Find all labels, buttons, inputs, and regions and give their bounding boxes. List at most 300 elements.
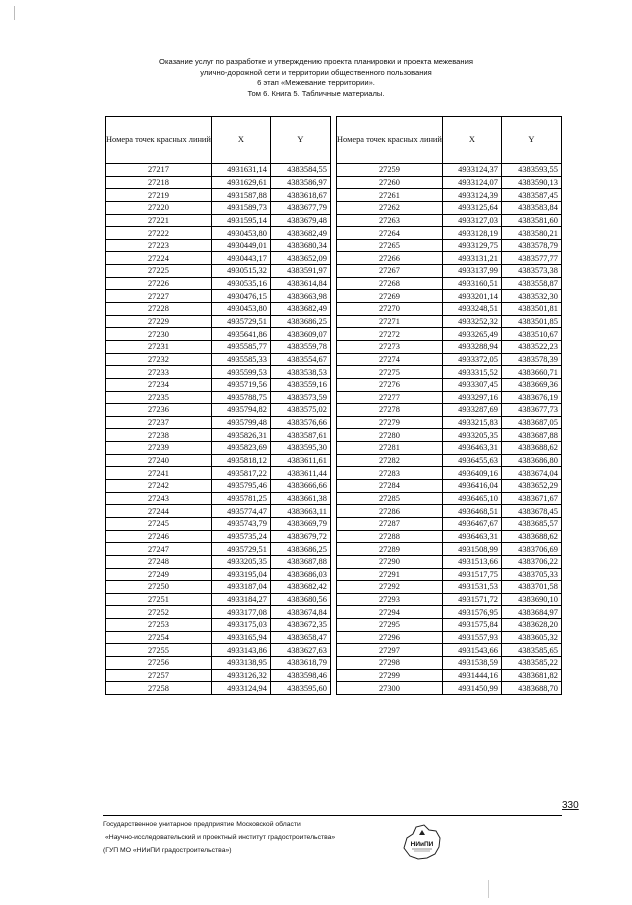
x-coordinate-cell: 4931557,93 [442, 631, 501, 644]
table-body-right [337, 164, 562, 695]
point-number-cell: 27240 [106, 454, 212, 467]
x-coordinate-cell: 4931450,99 [442, 682, 501, 695]
point-number-cell: 27265 [337, 239, 443, 252]
point-number-cell: 27243 [106, 492, 212, 505]
y-coordinate-cell: 4383685,57 [501, 517, 561, 530]
x-coordinate-cell: 4935729,51 [211, 543, 270, 556]
table-row [106, 366, 331, 379]
x-coordinate-cell: 4936465,10 [442, 492, 501, 505]
x-coordinate-cell: 4931575,84 [442, 619, 501, 632]
point-number-cell: 27235 [106, 391, 212, 404]
y-coordinate-cell: 4383676,19 [501, 391, 561, 404]
table-row [106, 454, 331, 467]
header-line-4: Том 6. Книга 5. Табличные материалы. [247, 88, 385, 98]
column-header-y: Y [270, 117, 330, 164]
point-number-cell: 27284 [337, 480, 443, 493]
y-coordinate-cell: 4383674,04 [501, 467, 561, 480]
table-row [106, 631, 331, 644]
x-coordinate-cell: 4936467,67 [442, 517, 501, 530]
x-coordinate-cell: 4935599,53 [211, 366, 270, 379]
point-number-cell: 27250 [106, 581, 212, 594]
x-coordinate-cell: 4933131,21 [442, 252, 501, 265]
point-number-cell: 27288 [337, 530, 443, 543]
point-number-cell: 27285 [337, 492, 443, 505]
y-coordinate-cell: 4383679,72 [270, 530, 330, 543]
x-coordinate-cell: 4933175,03 [211, 619, 270, 632]
table-row [106, 555, 331, 568]
table-row [337, 290, 562, 303]
table-row [106, 467, 331, 480]
x-coordinate-cell: 4933195,04 [211, 568, 270, 581]
point-number-cell: 27299 [337, 669, 443, 682]
y-coordinate-cell: 4383666,66 [270, 480, 330, 493]
point-number-cell: 27241 [106, 467, 212, 480]
x-coordinate-cell: 4935794,82 [211, 404, 270, 417]
y-coordinate-cell: 4383688,62 [501, 442, 561, 455]
point-number-cell: 27276 [337, 378, 443, 391]
y-coordinate-cell: 4383576,66 [270, 416, 330, 429]
scan-margin-mark [488, 880, 489, 898]
column-header-x: X [442, 117, 501, 164]
table-row [106, 669, 331, 682]
point-number-cell: 27233 [106, 366, 212, 379]
y-coordinate-cell: 4383586,97 [270, 176, 330, 189]
x-coordinate-cell: 4931589,73 [211, 201, 270, 214]
point-number-cell: 27226 [106, 277, 212, 290]
x-coordinate-cell: 4933125,64 [442, 201, 501, 214]
table-row [337, 530, 562, 543]
y-coordinate-cell: 4383669,36 [501, 378, 561, 391]
x-coordinate-cell: 4931595,14 [211, 214, 270, 227]
table-row [337, 454, 562, 467]
table-row [106, 303, 331, 316]
point-number-cell: 27289 [337, 543, 443, 556]
y-coordinate-cell: 4383706,22 [501, 555, 561, 568]
table-row [106, 480, 331, 493]
x-coordinate-cell: 4933297,16 [442, 391, 501, 404]
y-coordinate-cell: 4383658,47 [270, 631, 330, 644]
point-number-cell: 27260 [337, 176, 443, 189]
x-coordinate-cell: 4936455,63 [442, 454, 501, 467]
table-row [337, 366, 562, 379]
column-header-y: Y [501, 117, 561, 164]
point-number-cell: 27287 [337, 517, 443, 530]
table-row [106, 315, 331, 328]
x-coordinate-cell: 4935817,22 [211, 467, 270, 480]
point-number-cell: 27291 [337, 568, 443, 581]
table-row [337, 644, 562, 657]
y-coordinate-cell: 4383682,49 [270, 303, 330, 316]
table-row [106, 378, 331, 391]
x-coordinate-cell: 4935743,79 [211, 517, 270, 530]
table-row [106, 214, 331, 227]
y-coordinate-cell: 4383686,25 [270, 543, 330, 556]
y-coordinate-cell: 4383628,20 [501, 619, 561, 632]
point-number-cell: 27270 [337, 303, 443, 316]
y-coordinate-cell: 4383687,88 [501, 429, 561, 442]
table-row [337, 416, 562, 429]
x-coordinate-cell: 4935719,56 [211, 378, 270, 391]
y-coordinate-cell: 4383575,02 [270, 404, 330, 417]
point-number-cell: 27283 [337, 467, 443, 480]
y-coordinate-cell: 4383577,77 [501, 252, 561, 265]
x-coordinate-cell: 4930453,80 [211, 227, 270, 240]
table-row [337, 656, 562, 669]
point-number-cell: 27275 [337, 366, 443, 379]
point-number-cell: 27246 [106, 530, 212, 543]
y-coordinate-cell: 4383687,05 [501, 416, 561, 429]
coordinates-table-left [105, 116, 331, 695]
y-coordinate-cell: 4383682,49 [270, 227, 330, 240]
point-number-cell: 27294 [337, 606, 443, 619]
table-row [337, 353, 562, 366]
point-number-cell: 27255 [106, 644, 212, 657]
x-coordinate-cell: 4935641,86 [211, 328, 270, 341]
point-number-cell: 27264 [337, 227, 443, 240]
table-row [106, 656, 331, 669]
y-coordinate-cell: 4383701,58 [501, 581, 561, 594]
point-number-cell: 27280 [337, 429, 443, 442]
table-row [337, 593, 562, 606]
x-coordinate-cell: 4935781,25 [211, 492, 270, 505]
y-coordinate-cell: 4383580,21 [501, 227, 561, 240]
y-coordinate-cell: 4383578,39 [501, 353, 561, 366]
y-coordinate-cell: 4383559,78 [270, 340, 330, 353]
point-number-cell: 27274 [337, 353, 443, 366]
x-coordinate-cell: 4933315,52 [442, 366, 501, 379]
institute-logo-icon [398, 818, 446, 866]
table-row [106, 505, 331, 518]
point-number-cell: 27247 [106, 543, 212, 556]
x-coordinate-cell: 4930535,16 [211, 277, 270, 290]
table-row [337, 492, 562, 505]
table-row [106, 391, 331, 404]
point-number-cell: 27218 [106, 176, 212, 189]
point-number-cell: 27278 [337, 404, 443, 417]
point-number-cell: 27244 [106, 505, 212, 518]
table-header-row [106, 117, 331, 164]
point-number-cell: 27242 [106, 480, 212, 493]
y-coordinate-cell: 4383663,11 [270, 505, 330, 518]
point-number-cell: 27254 [106, 631, 212, 644]
point-number-cell: 27231 [106, 340, 212, 353]
x-coordinate-cell: 4935774,47 [211, 505, 270, 518]
x-coordinate-cell: 4931508,99 [442, 543, 501, 556]
page-number: 330 [562, 800, 579, 811]
table-row [337, 315, 562, 328]
x-coordinate-cell: 4933187,04 [211, 581, 270, 594]
table-row [337, 480, 562, 493]
point-number-cell: 27263 [337, 214, 443, 227]
y-coordinate-cell: 4383677,79 [270, 201, 330, 214]
y-coordinate-cell: 4383618,67 [270, 189, 330, 202]
y-coordinate-cell: 4383501,85 [501, 315, 561, 328]
y-coordinate-cell: 4383532,30 [501, 290, 561, 303]
table-row [337, 682, 562, 695]
x-coordinate-cell: 4931631,14 [211, 164, 270, 177]
point-number-cell: 27253 [106, 619, 212, 632]
point-number-cell: 27221 [106, 214, 212, 227]
y-coordinate-cell: 4383688,70 [501, 682, 561, 695]
point-number-cell: 27252 [106, 606, 212, 619]
y-coordinate-cell: 4383661,38 [270, 492, 330, 505]
y-coordinate-cell: 4383681,82 [501, 669, 561, 682]
table-row [337, 631, 562, 644]
x-coordinate-cell: 4933143,86 [211, 644, 270, 657]
y-coordinate-cell: 4383669,79 [270, 517, 330, 530]
x-coordinate-cell: 4933252,32 [442, 315, 501, 328]
table-row [337, 505, 562, 518]
x-coordinate-cell: 4935729,51 [211, 315, 270, 328]
table-row [106, 682, 331, 695]
table-row [337, 517, 562, 530]
table-row [106, 416, 331, 429]
x-coordinate-cell: 4933177,08 [211, 606, 270, 619]
x-coordinate-cell: 4935585,33 [211, 353, 270, 366]
y-coordinate-cell: 4383501,81 [501, 303, 561, 316]
y-coordinate-cell: 4383522,23 [501, 340, 561, 353]
y-coordinate-cell: 4383609,07 [270, 328, 330, 341]
point-number-cell: 27261 [337, 189, 443, 202]
point-number-cell: 27290 [337, 555, 443, 568]
y-coordinate-cell: 4383584,55 [270, 164, 330, 177]
y-coordinate-cell: 4383652,29 [501, 480, 561, 493]
y-coordinate-cell: 4383585,65 [501, 644, 561, 657]
table-row [106, 581, 331, 594]
table-row [106, 277, 331, 290]
x-coordinate-cell: 4933124,39 [442, 189, 501, 202]
table-row [337, 619, 562, 632]
point-number-cell: 27219 [106, 189, 212, 202]
point-number-cell: 27286 [337, 505, 443, 518]
table-row [337, 543, 562, 556]
table-row [106, 239, 331, 252]
x-coordinate-cell: 4931576,95 [442, 606, 501, 619]
x-coordinate-cell: 4930449,01 [211, 239, 270, 252]
point-number-cell: 27277 [337, 391, 443, 404]
x-coordinate-cell: 4936468,51 [442, 505, 501, 518]
table-row [337, 164, 562, 177]
point-number-cell: 27296 [337, 631, 443, 644]
y-coordinate-cell: 4383671,67 [501, 492, 561, 505]
x-coordinate-cell: 4933205,35 [211, 555, 270, 568]
x-coordinate-cell: 4931587,88 [211, 189, 270, 202]
y-coordinate-cell: 4383585,22 [501, 656, 561, 669]
x-coordinate-cell: 4933128,19 [442, 227, 501, 240]
table-row [106, 340, 331, 353]
x-coordinate-cell: 4933307,45 [442, 378, 501, 391]
table-row [337, 227, 562, 240]
logo-text: НИиПИ [410, 841, 434, 848]
y-coordinate-cell: 4383538,53 [270, 366, 330, 379]
y-coordinate-cell: 4383686,80 [501, 454, 561, 467]
y-coordinate-cell: 4383678,45 [501, 505, 561, 518]
y-coordinate-cell: 4383679,48 [270, 214, 330, 227]
y-coordinate-cell: 4383680,56 [270, 593, 330, 606]
point-number-cell: 27236 [106, 404, 212, 417]
x-coordinate-cell: 4931517,75 [442, 568, 501, 581]
y-coordinate-cell: 4383686,03 [270, 568, 330, 581]
point-number-cell: 27266 [337, 252, 443, 265]
x-coordinate-cell: 4935788,75 [211, 391, 270, 404]
table-row [106, 644, 331, 657]
point-number-cell: 27239 [106, 442, 212, 455]
point-number-cell: 27245 [106, 517, 212, 530]
table-row [106, 328, 331, 341]
table-row [106, 227, 331, 240]
x-coordinate-cell: 4936416,04 [442, 480, 501, 493]
y-coordinate-cell: 4383618,79 [270, 656, 330, 669]
point-number-cell: 27227 [106, 290, 212, 303]
point-number-cell: 27249 [106, 568, 212, 581]
y-coordinate-cell: 4383627,63 [270, 644, 330, 657]
point-number-cell: 27279 [337, 416, 443, 429]
y-coordinate-cell: 4383660,71 [501, 366, 561, 379]
y-coordinate-cell: 4383611,61 [270, 454, 330, 467]
x-coordinate-cell: 4930515,32 [211, 265, 270, 278]
point-number-cell: 27295 [337, 619, 443, 632]
x-coordinate-cell: 4930443,17 [211, 252, 270, 265]
y-coordinate-cell: 4383614,84 [270, 277, 330, 290]
table-row [106, 429, 331, 442]
y-coordinate-cell: 4383587,45 [501, 189, 561, 202]
table-row [106, 252, 331, 265]
y-coordinate-cell: 4383573,59 [270, 391, 330, 404]
table-row [337, 239, 562, 252]
point-number-cell: 27229 [106, 315, 212, 328]
x-coordinate-cell: 4933165,94 [211, 631, 270, 644]
table-row [106, 176, 331, 189]
x-coordinate-cell: 4936463,31 [442, 442, 501, 455]
table-row [337, 606, 562, 619]
x-coordinate-cell: 4933287,69 [442, 404, 501, 417]
y-coordinate-cell: 4383590,13 [501, 176, 561, 189]
y-coordinate-cell: 4383587,61 [270, 429, 330, 442]
point-number-cell: 27272 [337, 328, 443, 341]
y-coordinate-cell: 4383510,67 [501, 328, 561, 341]
table-row [106, 404, 331, 417]
table-row [337, 568, 562, 581]
point-number-cell: 27293 [337, 593, 443, 606]
table-row [337, 303, 562, 316]
table-row [337, 277, 562, 290]
table-row [337, 214, 562, 227]
y-coordinate-cell: 4383687,88 [270, 555, 330, 568]
table-row [106, 201, 331, 214]
x-coordinate-cell: 4933160,51 [442, 277, 501, 290]
header-line-1: Оказание услуг по разработке и утверждению проекта планировки и проекта межевания [159, 57, 473, 66]
y-coordinate-cell: 4383559,16 [270, 378, 330, 391]
x-coordinate-cell: 4931444,16 [442, 669, 501, 682]
table-row [337, 176, 562, 189]
x-coordinate-cell: 4933201,14 [442, 290, 501, 303]
x-coordinate-cell: 4930476,15 [211, 290, 270, 303]
x-coordinate-cell: 4931513,66 [442, 555, 501, 568]
table-row [337, 340, 562, 353]
x-coordinate-cell: 4936463,31 [442, 530, 501, 543]
x-coordinate-cell: 4935795,46 [211, 480, 270, 493]
point-number-cell: 27238 [106, 429, 212, 442]
x-coordinate-cell: 4933265,49 [442, 328, 501, 341]
table-row [106, 442, 331, 455]
x-coordinate-cell: 4933127,03 [442, 214, 501, 227]
point-number-cell: 27281 [337, 442, 443, 455]
point-number-cell: 27223 [106, 239, 212, 252]
table-row [106, 619, 331, 632]
table-row [106, 543, 331, 556]
table-row [337, 669, 562, 682]
table-row [337, 581, 562, 594]
table-row [337, 555, 562, 568]
x-coordinate-cell: 4933215,83 [442, 416, 501, 429]
table-row [337, 328, 562, 341]
y-coordinate-cell: 4383578,79 [501, 239, 561, 252]
y-coordinate-cell: 4383652,09 [270, 252, 330, 265]
point-number-cell: 27268 [337, 277, 443, 290]
point-number-cell: 27248 [106, 555, 212, 568]
y-coordinate-cell: 4383598,46 [270, 669, 330, 682]
x-coordinate-cell: 4933126,32 [211, 669, 270, 682]
table-row [106, 189, 331, 202]
y-coordinate-cell: 4383591,97 [270, 265, 330, 278]
point-number-cell: 27251 [106, 593, 212, 606]
point-number-cell: 27259 [337, 164, 443, 177]
x-coordinate-cell: 4933248,51 [442, 303, 501, 316]
x-coordinate-cell: 4931538,59 [442, 656, 501, 669]
point-number-cell: 27217 [106, 164, 212, 177]
table-row [337, 189, 562, 202]
x-coordinate-cell: 4933124,37 [442, 164, 501, 177]
point-number-cell: 27273 [337, 340, 443, 353]
x-coordinate-cell: 4935735,24 [211, 530, 270, 543]
x-coordinate-cell: 4933137,99 [442, 265, 501, 278]
point-number-cell: 27267 [337, 265, 443, 278]
table-row [337, 442, 562, 455]
y-coordinate-cell: 4383554,67 [270, 353, 330, 366]
table-row [106, 517, 331, 530]
table-row [106, 530, 331, 543]
y-coordinate-cell: 4383680,34 [270, 239, 330, 252]
footer-divider [103, 815, 562, 816]
footer-org-line-3: (ГУП МО «НИиПИ градостроительства») [103, 847, 232, 854]
y-coordinate-cell: 4383706,69 [501, 543, 561, 556]
x-coordinate-cell: 4935823,69 [211, 442, 270, 455]
x-coordinate-cell: 4935826,31 [211, 429, 270, 442]
x-coordinate-cell: 4933372,05 [442, 353, 501, 366]
point-number-cell: 27257 [106, 669, 212, 682]
y-coordinate-cell: 4383663,98 [270, 290, 330, 303]
y-coordinate-cell: 4383688,62 [501, 530, 561, 543]
point-number-cell: 27256 [106, 656, 212, 669]
x-coordinate-cell: 4931571,72 [442, 593, 501, 606]
x-coordinate-cell: 4933288,94 [442, 340, 501, 353]
y-coordinate-cell: 4383558,87 [501, 277, 561, 290]
x-coordinate-cell: 4933124,07 [442, 176, 501, 189]
x-coordinate-cell: 4931531,53 [442, 581, 501, 594]
y-coordinate-cell: 4383573,38 [501, 265, 561, 278]
footer-org-line-1: Государственное унитарное предприятие Московской области [103, 821, 301, 828]
x-coordinate-cell: 4930453,80 [211, 303, 270, 316]
point-number-cell: 27297 [337, 644, 443, 657]
y-coordinate-cell: 4383677,73 [501, 404, 561, 417]
table-row [106, 492, 331, 505]
y-coordinate-cell: 4383593,55 [501, 164, 561, 177]
table-row [337, 252, 562, 265]
y-coordinate-cell: 4383672,35 [270, 619, 330, 632]
table-row [337, 201, 562, 214]
header-line-3: 6 этап «Межевание территории». [257, 78, 375, 88]
table-row [106, 593, 331, 606]
